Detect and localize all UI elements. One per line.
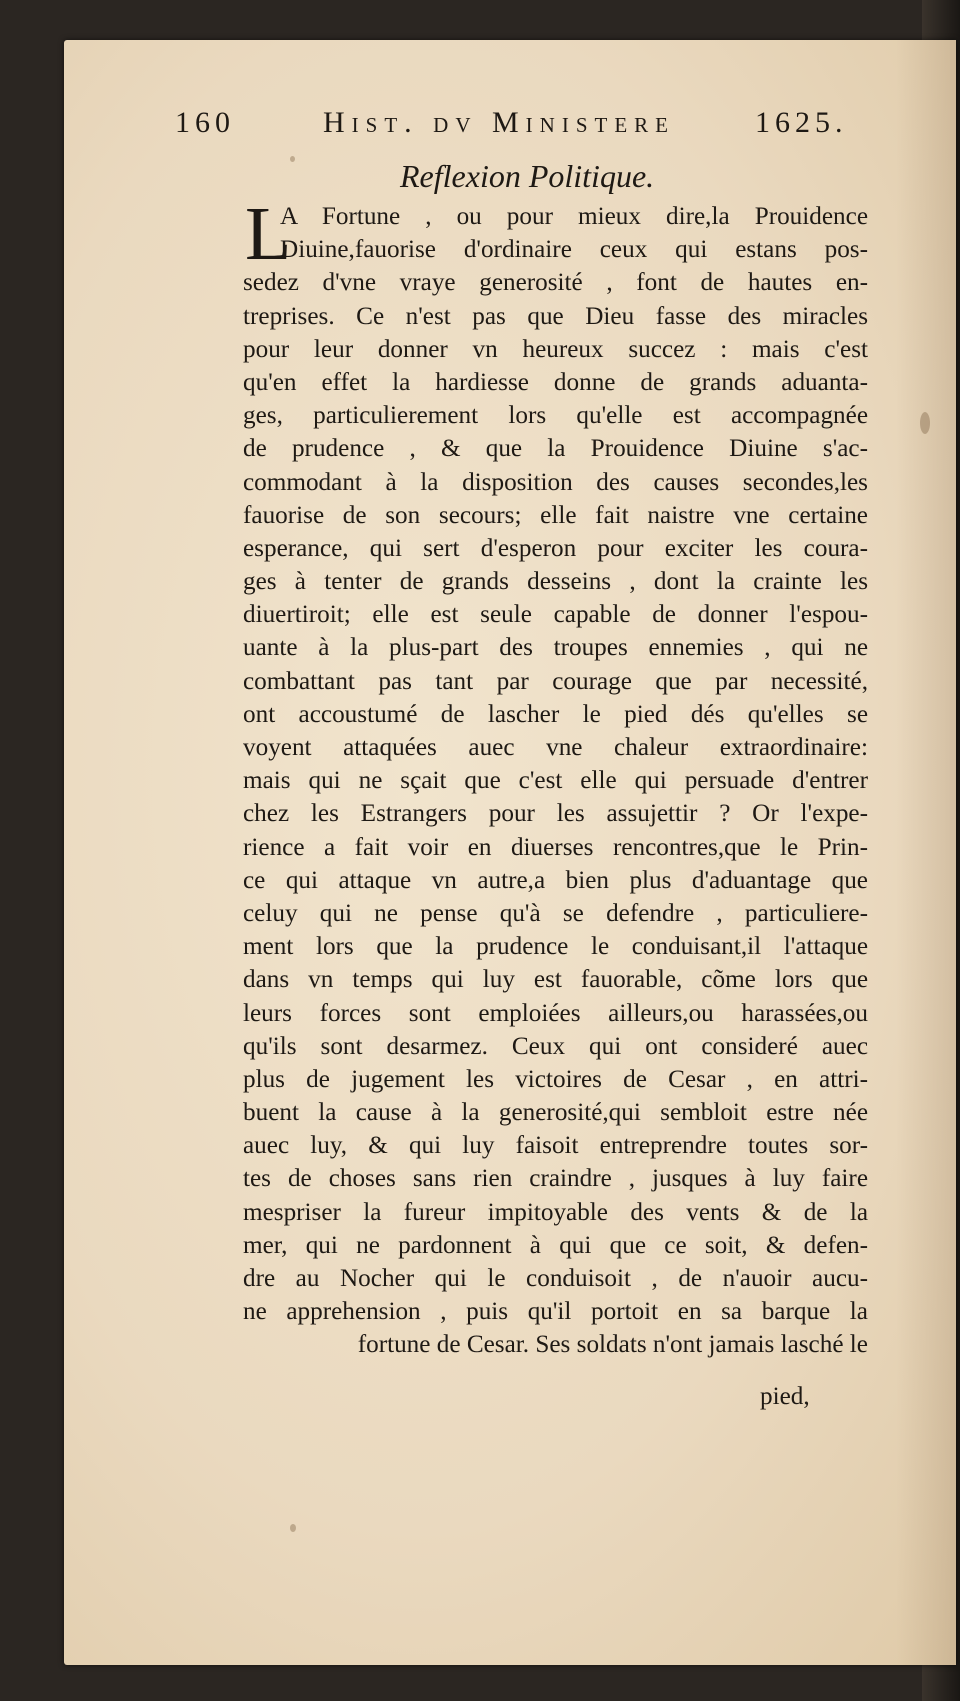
- text-line: tes de choses sans rien craindre , jusques à luy faire: [243, 1165, 868, 1193]
- text-line: ges, particulierement lors qu'elle est accompagnée: [243, 402, 868, 430]
- text-line: dre au Nocher qui le conduisoit , de n'auoir aucu-: [243, 1265, 868, 1292]
- text-line: de prudence , & que la Prouidence Diuine s'ac-: [243, 435, 868, 463]
- text-line: diuertiroit; elle est seule capable de donner l'espou-: [243, 601, 868, 629]
- text-line: treprises. Ce n'est pas que Dieu fasse des miracles: [243, 302, 868, 330]
- text-line: esperance, qui sert d'esperon pour exciter les coura-: [243, 534, 868, 562]
- text-line: ont accoustumé de lascher le pied dés qu'elles se: [243, 700, 868, 728]
- text-line: auec luy, & qui luy faisoit entreprendre toutes sor-: [243, 1132, 868, 1160]
- text-line: voyent attaquées auec vne chaleur extraordinaire:: [243, 734, 868, 761]
- running-title: Hist. dv Ministere: [323, 106, 675, 139]
- text-line: combattant pas tant par courage que par necessité,: [243, 667, 868, 695]
- text-line: mer, qui ne pardonnent à qui que ce soit, & defen-: [243, 1231, 868, 1259]
- text-line: plus de jugement les victoires de Cesar , en attri-: [243, 1065, 868, 1093]
- text-line: uante à la plus-part des troupes ennemies , qui ne: [243, 634, 868, 662]
- text-line: rience a fait voir en diuerses rencontres,que le Prin-: [243, 833, 868, 861]
- text-line: ges à tenter de grands desseins , dont la crainte les: [243, 568, 868, 596]
- text-line: A Fortune , ou pour mieux dire,la Prouidence: [280, 203, 868, 230]
- text-line: chez les Estrangers pour les assujettir ? Or l'expe-: [243, 800, 868, 828]
- text-line: sedez d'vne vraye generosité , font de hautes en-: [243, 269, 868, 297]
- header-year: 1625.: [755, 106, 848, 139]
- running-header: [175, 106, 875, 146]
- text-line: ment lors que la prudence le conduisant,il l'attaque: [243, 933, 868, 961]
- text-line: leurs forces sont emploiées ailleurs,ou harassées,ou: [243, 999, 868, 1027]
- paper-stain: [920, 412, 930, 434]
- text-line: fortune de Cesar. Ses soldats n'ont jamais lasché le: [357, 1331, 868, 1359]
- text-line: fauorise de son secours; elle fait naistre vne certaine: [243, 501, 868, 529]
- text-line: commodant à la disposition des causes secondes,les: [243, 468, 868, 496]
- text-line: pour leur donner vn heureux succez : mais c'est: [243, 335, 868, 363]
- text-line: ce qui attaque vn autre,a bien plus d'aduantage que: [243, 866, 868, 894]
- text-line: dans vn temps qui luy est fauorable, cõme lors que: [243, 966, 868, 994]
- paper-stain: [290, 1524, 296, 1532]
- text-line: celuy qui ne pense qu'à se defendre , particuliere-: [243, 899, 868, 927]
- text-line: ne apprehension , puis qu'il portoit en sa barque la: [243, 1298, 868, 1326]
- page-number: 160: [175, 106, 235, 139]
- text-line: Diuine,fauorise d'ordinaire ceux qui estans pos-: [280, 236, 868, 264]
- text-line: mais qui ne sçait que c'est elle qui persuade d'entrer: [243, 767, 868, 795]
- text-line: buent la cause à la generosité,qui sembloit estre née: [243, 1099, 868, 1127]
- text-line: qu'en effet la hardiesse donne de grands aduanta-: [243, 368, 868, 396]
- text-line: mespriser la fureur impitoyable des vents & de la: [243, 1198, 868, 1226]
- section-title: Reflexion Politique.: [400, 158, 655, 194]
- body-text: [243, 200, 868, 1362]
- catchword: pied,: [760, 1383, 810, 1410]
- paper-stain: [290, 156, 295, 162]
- drop-cap: L: [245, 192, 292, 276]
- text-line: qu'ils sont desarmez. Ceux qui ont consideré auec: [243, 1032, 868, 1060]
